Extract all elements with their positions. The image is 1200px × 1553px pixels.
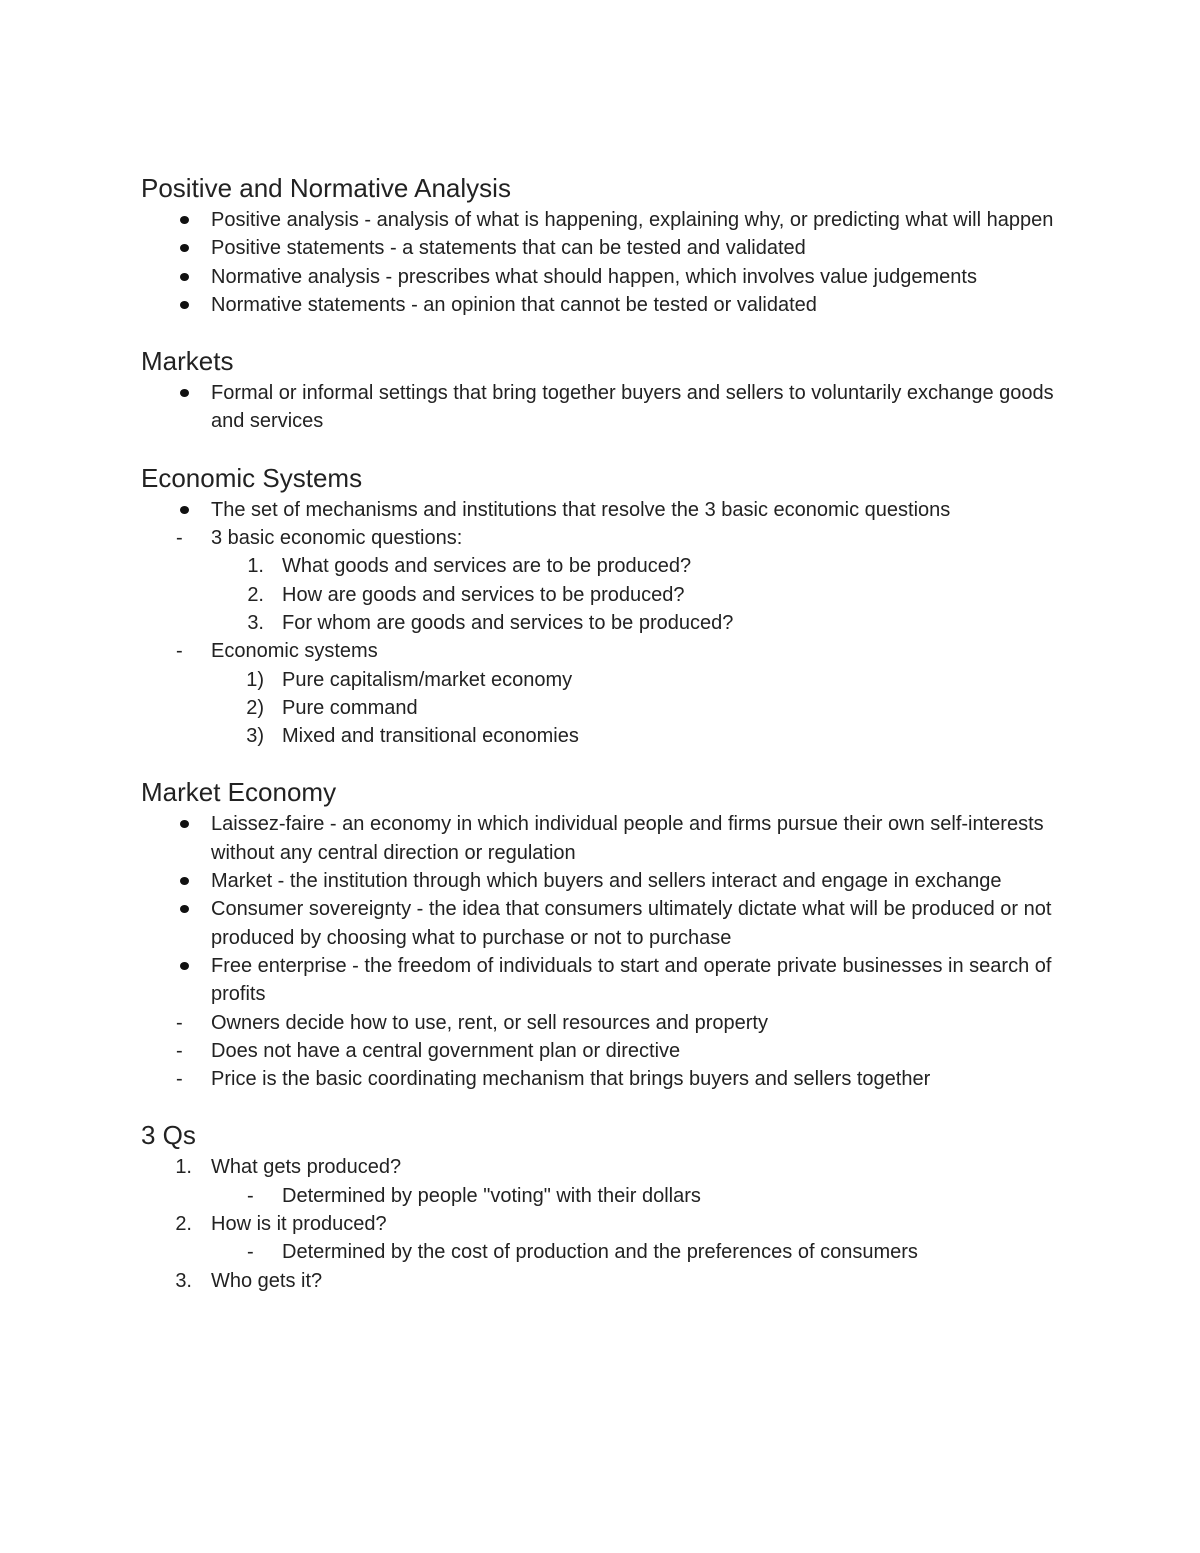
list-item-text: Laissez-faire - an economy in which individual people and firms pursue their own self-interests without any central direction or regulation — [211, 813, 1044, 864]
list-number: 3. — [247, 611, 264, 634]
list-item-text: Price is the basic coordinating mechanism that brings buyers and sellers together — [211, 1068, 931, 1091]
section-heading: Positive and Normative Analysis — [141, 173, 511, 203]
list-item-text: How are goods and services to be produced? — [282, 583, 685, 606]
list-item — [142, 1267, 1072, 1295]
dash-marker: - — [176, 1068, 183, 1091]
list-item-text: Positive statements - a statements that can be tested and validated — [211, 237, 806, 260]
bullet-icon — [180, 389, 189, 397]
list-item — [142, 1065, 1072, 1093]
list-item-text: How is it produced? — [211, 1213, 387, 1236]
dash-marker: - — [176, 527, 183, 550]
bullet-icon — [180, 877, 189, 885]
list-item-text: Consumer sovereignty - the idea that consumers ultimately dictate what will be produced or not produced by choosing what to purchase or not to purchase — [211, 898, 1052, 949]
list-item-text: Pure capitalism/market economy — [282, 668, 573, 691]
list-item-text: The set of mechanisms and institutions that resolve the 3 basic economic questions — [211, 498, 951, 521]
dash-marker: - — [247, 1241, 254, 1264]
section-market-economy — [142, 774, 1072, 1093]
list-item-text: Free enterprise - the freedom of individuals to start and operate private businesses in search of profits — [211, 954, 1052, 1006]
section-markets — [142, 343, 1072, 436]
list-item — [142, 234, 1072, 262]
list-item-text: For whom are goods and services to be produced? — [282, 611, 734, 634]
bullet-icon — [180, 244, 189, 252]
list-item-text: Does not have a central government plan or directive — [211, 1039, 681, 1062]
bullet-icon — [180, 820, 189, 828]
list-item-text: Who gets it? — [211, 1269, 323, 1292]
list-item-text: Economic systems — [211, 640, 378, 663]
section-three-qs — [142, 1117, 1072, 1294]
list-item — [142, 637, 1072, 665]
list-item — [142, 722, 1072, 750]
list-item — [142, 666, 1072, 694]
list-number: 2. — [247, 583, 264, 606]
section-heading: Economic Systems — [141, 462, 363, 493]
list-item-text: Formal or informal settings that bring together buyers and sellers to voluntarily exchange goods and services — [211, 382, 1054, 433]
document-page — [142, 170, 1072, 1319]
section-positive-normative — [142, 170, 1072, 319]
bullet-icon — [180, 273, 189, 281]
list-item — [142, 581, 1072, 609]
list-item-text: Owners decide how to use, rent, or sell resources and property — [211, 1011, 768, 1034]
list-item — [142, 1210, 1072, 1238]
list-item — [142, 694, 1072, 722]
section-economic-systems — [142, 460, 1072, 751]
section-heading: 3 Qs — [141, 1120, 196, 1151]
list-item — [142, 895, 1072, 952]
list-item — [142, 952, 1072, 1009]
list-item-text: What gets produced? — [211, 1156, 402, 1179]
list-item — [142, 552, 1072, 580]
bullet-icon — [180, 905, 189, 913]
list-item — [142, 1182, 1072, 1210]
list-number: 1. — [175, 1156, 192, 1179]
bullet-icon — [180, 301, 189, 309]
list-item-text: Normative statements - an opinion that cannot be tested or validated — [211, 293, 817, 316]
list-item-text: Determined by the cost of production and the preferences of consumers — [282, 1241, 918, 1264]
list-item-text: What goods and services are to be produced? — [282, 555, 692, 578]
list-item — [142, 206, 1072, 234]
list-item — [142, 1238, 1072, 1266]
list-number: 3) — [246, 725, 264, 748]
list-item — [142, 867, 1072, 895]
dash-marker: - — [176, 1039, 183, 1062]
list-item — [142, 291, 1072, 319]
list-item-text: Market - the institution through which buyers and sellers interact and engage in exchange — [211, 870, 1002, 893]
section-heading: Market Economy — [141, 777, 337, 808]
list-item — [142, 810, 1072, 867]
list-item-text: Positive analysis - analysis of what is happening, explaining why, or predicting what will happen — [211, 209, 1054, 231]
bullet-icon — [180, 216, 189, 224]
dash-marker: - — [176, 1011, 183, 1034]
list-number: 3. — [175, 1269, 192, 1292]
list-item — [142, 263, 1072, 291]
list-item — [142, 1009, 1072, 1037]
list-item-text: Mixed and transitional economies — [282, 725, 579, 748]
list-number: 2. — [175, 1213, 192, 1236]
list-item — [142, 1153, 1072, 1181]
list-item-text: Determined by people "voting" with their dollars — [282, 1184, 701, 1207]
dash-marker: - — [176, 640, 183, 663]
list-item — [142, 609, 1072, 637]
list-item — [142, 496, 1072, 524]
bullet-icon — [180, 506, 189, 514]
list-item — [142, 379, 1072, 436]
list-number: 2) — [246, 696, 264, 719]
list-number: 1) — [246, 668, 264, 691]
list-number: 1. — [247, 555, 264, 578]
list-item-text: 3 basic economic questions: — [211, 527, 463, 550]
section-heading: Markets — [141, 346, 234, 377]
list-item — [142, 1037, 1072, 1065]
bullet-icon — [180, 962, 189, 970]
list-item-text: Pure command — [282, 696, 418, 719]
list-item-text: Normative analysis - prescribes what should happen, which involves value judgements — [211, 265, 977, 288]
dash-marker: - — [247, 1184, 254, 1207]
list-item — [142, 524, 1072, 552]
